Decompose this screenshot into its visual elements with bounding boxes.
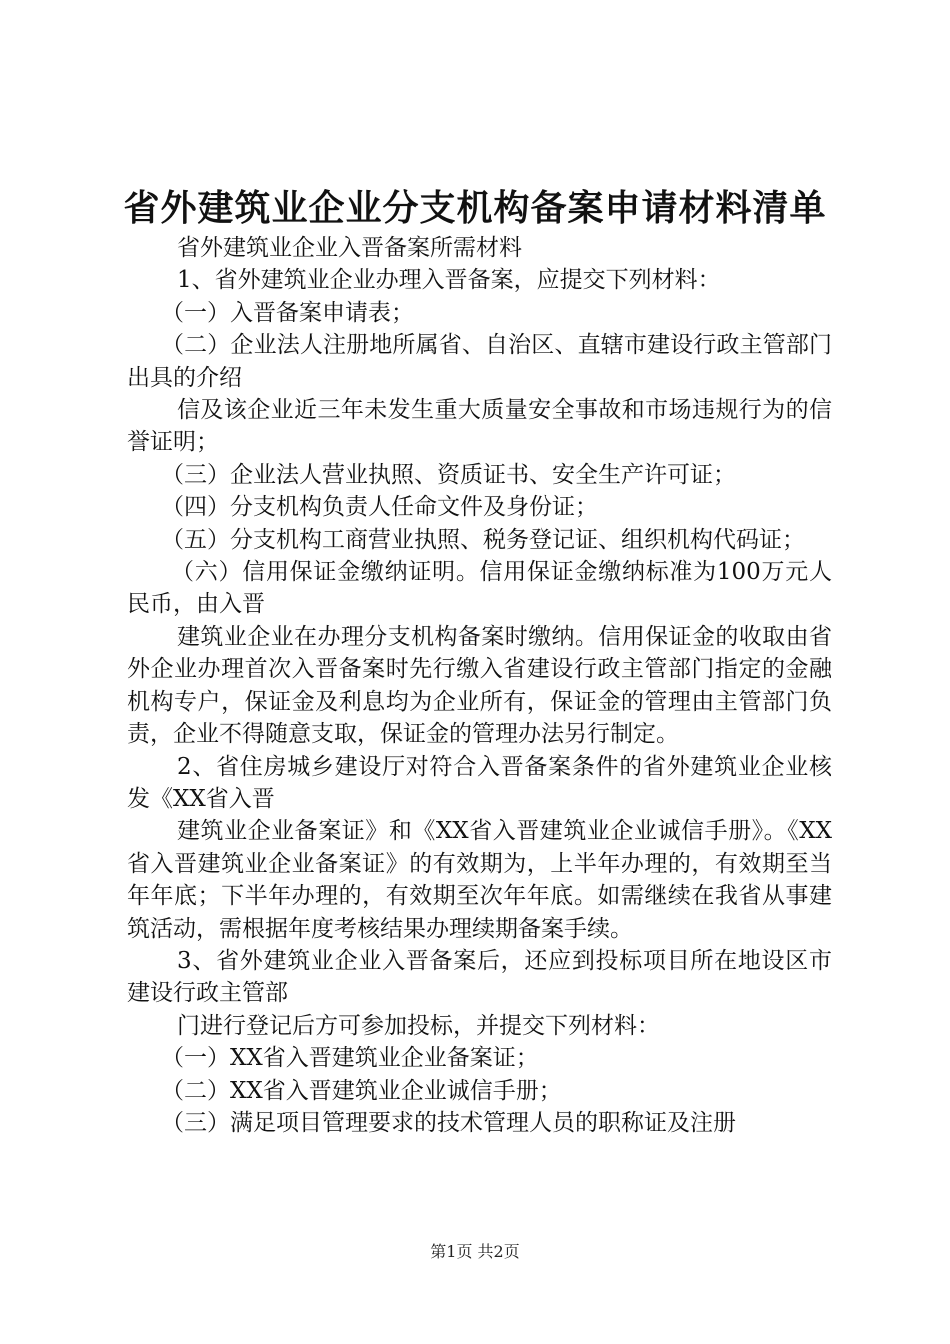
paragraph-8: （五）分支机构工商营业执照、税务登记证、组织机构代码证； bbox=[161, 526, 805, 553]
paragraph-5: 信及该企业近三年未发生重大质量安全事故和市场违规行为的信誉证明； bbox=[127, 397, 832, 456]
document-body bbox=[127, 232, 832, 1139]
paragraph-3: （一）入晋备案申请表； bbox=[161, 299, 414, 326]
paragraph-2: 1、省外建筑业企业办理入晋备案，应提交下列材料： bbox=[177, 267, 721, 294]
paragraph-14: 门进行登记后方可参加投标，并提交下列材料： bbox=[177, 1012, 660, 1039]
page-number-footer: 第1页 共2页 bbox=[430, 1242, 520, 1261]
paragraph-9: （六）信用保证金缴纳证明。信用保证金缴纳标准为100万元人民币，由入晋 bbox=[127, 559, 832, 618]
paragraph-15: （一）XX省入晋建筑业企业备案证； bbox=[161, 1045, 539, 1072]
paragraph-11: 2、省住房城乡建设厅对符合入晋备案条件的省外建筑业企业核发《XX省入晋 bbox=[127, 753, 832, 812]
paragraph-12: 建筑业企业备案证》和《XX省入晋建筑业企业诚信手册》。《XX省入晋建筑业企业备案证》的有效期为，上半年办理的，有效期至当年年底；下半年办理的，有效期至次年年底。如需继续在我省从事建筑活动，需根据年度考核结果办理续期备案手续。 bbox=[127, 818, 832, 942]
paragraph-4: （二）企业法人注册地所属省、自治区、直辖市建设行政主管部门出具的介绍 bbox=[127, 332, 832, 391]
document-title: 省外建筑业企业分支机构备案申请材料清单 bbox=[123, 187, 827, 229]
paragraph-13: 3、省外建筑业企业入晋备案后，还应到投标项目所在地设区市建设行政主管部 bbox=[127, 947, 832, 1007]
paragraph-1: 省外建筑业企业入晋备案所需材料 bbox=[177, 235, 522, 261]
paragraph-16: （二）XX省入晋建筑业企业诚信手册； bbox=[161, 1077, 562, 1104]
paragraph-17: （三）满足项目管理要求的技术管理人员的职称证及注册 bbox=[161, 1109, 736, 1136]
paragraph-7: （四）分支机构负责人任命文件及身份证； bbox=[161, 494, 598, 521]
paragraph-10: 建筑业企业在办理分支机构备案时缴纳。信用保证金的收取由省外企业办理首次入晋备案时先行缴入省建设行政主管部门指定的金融机构专户，保证金及利息均为企业所有，保证金的管理由主管部门负责，企业不得随意支取，保证金的管理办法另行制定。 bbox=[127, 623, 832, 748]
paragraph-6: （三）企业法人营业执照、资质证书、安全生产许可证； bbox=[161, 461, 736, 488]
